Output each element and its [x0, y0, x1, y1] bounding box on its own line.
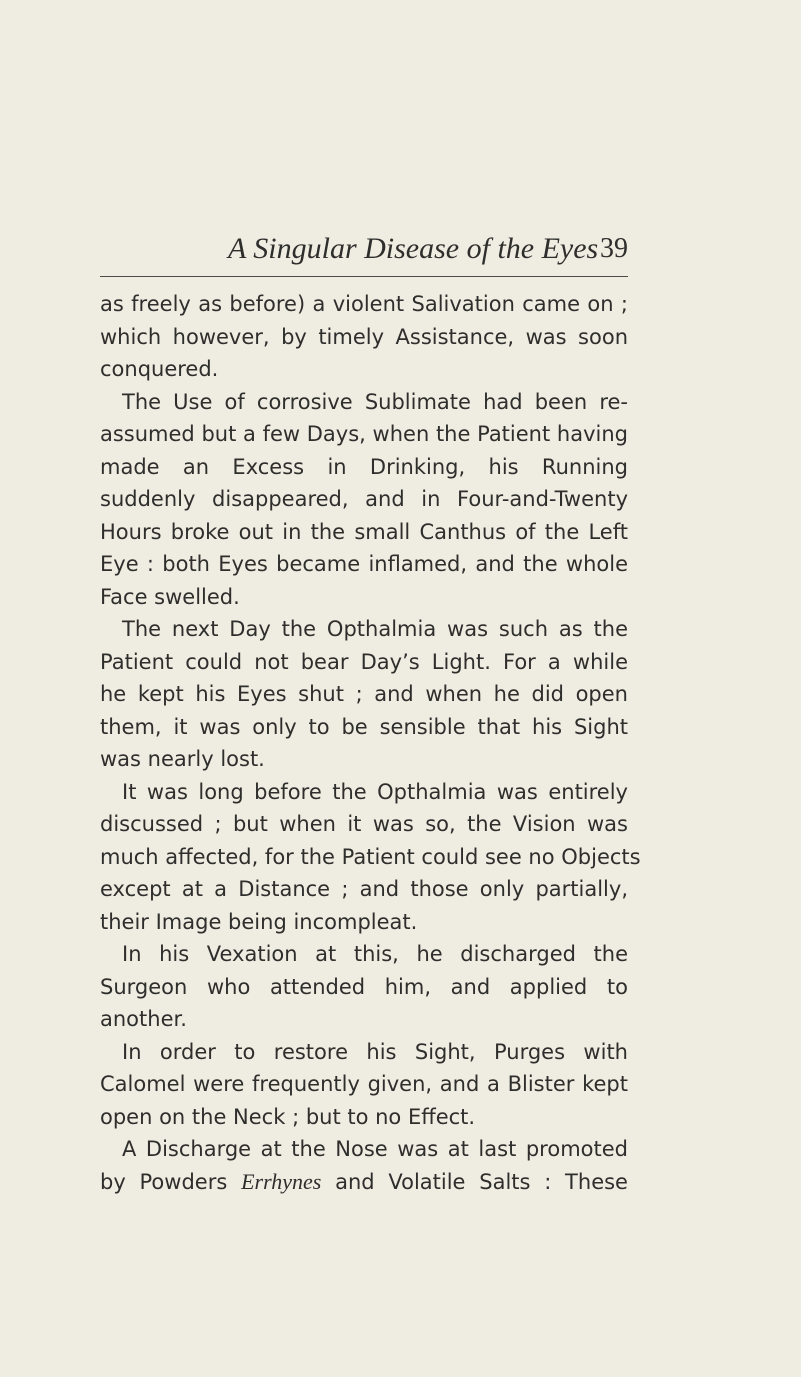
running-head — [100, 232, 628, 277]
text-line: Calomel were frequently given, and a Blister kept — [100, 1072, 628, 1096]
text-line: as freely as before) a violent Salivation came on ; — [100, 292, 628, 316]
text-line: their Image being incompleat. — [100, 909, 418, 934]
text-line: suddenly disappeared, and in Four-and-Twenty — [100, 487, 628, 511]
text-line: he kept his Eyes shut ; and when he did open — [100, 682, 628, 706]
text-line-last — [100, 1166, 628, 1199]
text-segment: by Powders — [100, 1169, 228, 1194]
text-line: Hours broke out in the small Canthus of the Left — [100, 519, 628, 544]
paragraph-start-line: In order to restore his Sight, Purges with — [122, 1039, 628, 1064]
paragraph-start-line: In his Vexation at this, he discharged the — [122, 942, 628, 966]
text-line: much affected, for the Patient could see no Objects — [100, 844, 641, 869]
paragraph-start-line: The next Day the Opthalmia was such as the — [122, 617, 628, 641]
text-line: Eye : both Eyes became inflamed, and the whole — [100, 552, 628, 576]
italic-term: Errhynes — [241, 1168, 322, 1194]
paragraph-start-line: The Use of corrosive Sublimate had been re- — [122, 389, 628, 414]
text-line: them, it was only to be sensible that his Sight — [100, 714, 628, 739]
text-line: another. — [100, 1007, 187, 1031]
body-text — [100, 288, 641, 1198]
text-line: Face swelled. — [100, 584, 240, 609]
running-head-title: A Singular Disease of the Eyes — [228, 232, 599, 265]
text-line: Surgeon who attended him, and applied to — [100, 974, 628, 999]
text-segment: and Volatile Salts : These — [335, 1169, 628, 1194]
text-line: Patient could not bear Day’s Light. For a while — [100, 649, 628, 674]
paragraph-start-line: A Discharge at the Nose was at last promoted — [122, 1137, 628, 1161]
text-line: except at a Distance ; and those only partially, — [100, 877, 628, 901]
text-line: made an Excess in Drinking, his Running — [100, 454, 628, 479]
text-line: discussed ; but when it was so, the Vision was — [100, 812, 628, 836]
text-line: which however, by timely Assistance, was soon — [100, 324, 628, 349]
text-line: was nearly lost. — [100, 747, 265, 771]
paragraph-start-line: It was long before the Opthalmia was entirely — [122, 779, 628, 804]
text-line: assumed but a few Days, when the Patient having — [100, 422, 628, 446]
text-line: conquered. — [100, 357, 219, 381]
page-number: 39 — [600, 233, 628, 264]
text-line: open on the Neck ; but to no Effect. — [100, 1104, 476, 1129]
